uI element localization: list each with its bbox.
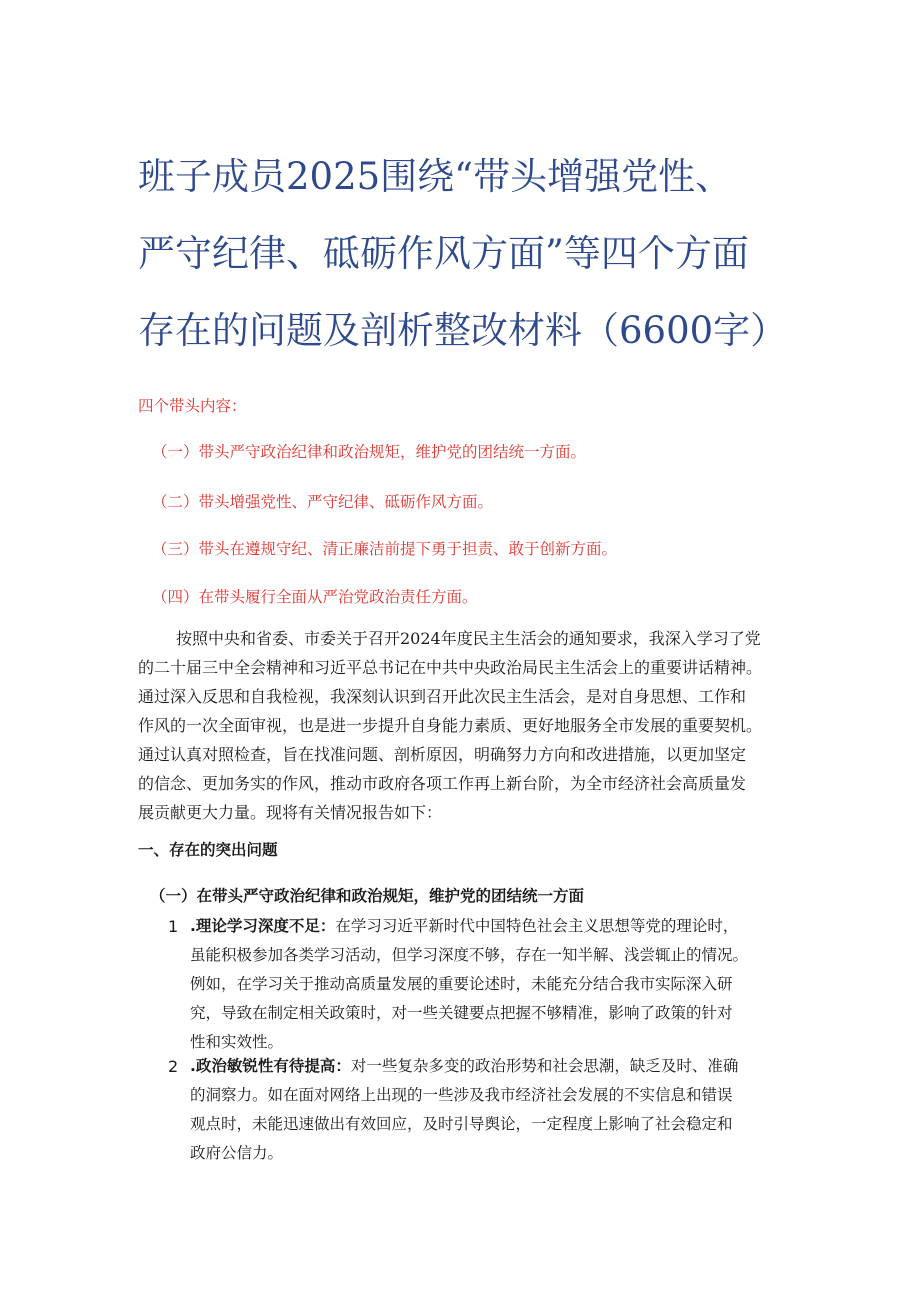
intro-line: 的二十届三中全会精神和习近平总书记在中共中央政治局民主生活会上的重要讲话精神。 [138, 658, 763, 677]
four-lead-item: （四）在带头履行全面从严治党政治责任方面。 [152, 588, 478, 606]
item-line [190, 1052, 810, 1081]
intro-line: 作风的一次全面审视，也是进一步提升自身能力素质、更好地服务全市发展的重要契机。 [138, 716, 763, 735]
item-text: 在学习习近平新时代中国特色社会主义思想等党的理论时， [335, 917, 739, 935]
item-line: 究，导致在制定相关政策时，对一些关键要点把握不够精准，影响了政策的针对 [190, 1004, 733, 1022]
item-line: 例如，在学习关于推动高质量发展的重要论述时，未能充分结合我市实际深入研 [190, 975, 733, 993]
sub-heading: （一）在带头严守政治纪律和政治规矩，维护党的团结统一方面 [150, 887, 585, 905]
item-line: 虽能积极参加各类学习活动，但学习深度不够，存在一知半解、浅尝辄止的情况。 [190, 946, 749, 964]
item-line: 的洞察力。如在面对网络上出现的一些涉及我市经济社会发展的不实信息和错误 [190, 1086, 733, 1104]
intro-line: 的信念、更加务实的作风，推动市政府各项工作再上新台阶，为全市经济社会高质量发 [138, 774, 747, 793]
section-heading: 一、存在的突出问题 [138, 841, 278, 859]
document-title [138, 138, 798, 369]
item-number: 1 [168, 917, 179, 936]
item-line [190, 912, 810, 941]
item-text: 对一些复杂多变的政治形势和社会思潮，缺乏及时、准确 [350, 1057, 739, 1075]
four-lead-item: （一）带头严守政治纪律和政治规矩，维护党的团结统一方面。 [152, 443, 587, 461]
item-body [190, 1052, 810, 1168]
item-lead: .政治敏锐性有待提高： [190, 1057, 351, 1075]
title-line: 班子成员2025围绕“带头增强党性、 [138, 155, 733, 198]
four-lead-item: （二）带头增强党性、严守纪律、砥砺作风方面。 [152, 493, 494, 511]
item-line: 政府公信力。 [190, 1144, 284, 1162]
title-line: 严守纪律、砥砺作风方面”等四个方面 [138, 232, 749, 275]
item-number: 2 [168, 1057, 179, 1076]
item-line: 观点时，未能迅速做出有效回应，及时引导舆论，一定程度上影响了社会稳定和 [190, 1115, 733, 1133]
item-line: 性和实效性。 [190, 1033, 284, 1051]
four-lead-item: （三）带头在遵规守纪、清正廉洁前提下勇于担责、敢于创新方面。 [152, 540, 618, 558]
item-body [190, 912, 810, 1057]
intro-line: 按照中央和省委、市委关于召开2024年度民主生活会的通知要求，我深入学习了党 [176, 629, 761, 648]
intro-paragraph [138, 624, 798, 827]
intro-line: 展贡献更大力量。现将有关情况报告如下： [138, 803, 443, 822]
item-lead: .理论学习深度不足： [190, 917, 336, 935]
title-line: 存在的问题及剖析整改材料（6600字） [138, 309, 788, 352]
intro-line: 通过深入反思和自我检视，我深刻认识到召开此次民主生活会，是对自身思想、工作和 [138, 687, 747, 706]
intro-line: 通过认真对照检查，旨在找准问题、剖析原因，明确努力方向和改进措施，以更加坚定 [138, 745, 747, 764]
four-lead-heading: 四个带头内容： [138, 397, 247, 415]
